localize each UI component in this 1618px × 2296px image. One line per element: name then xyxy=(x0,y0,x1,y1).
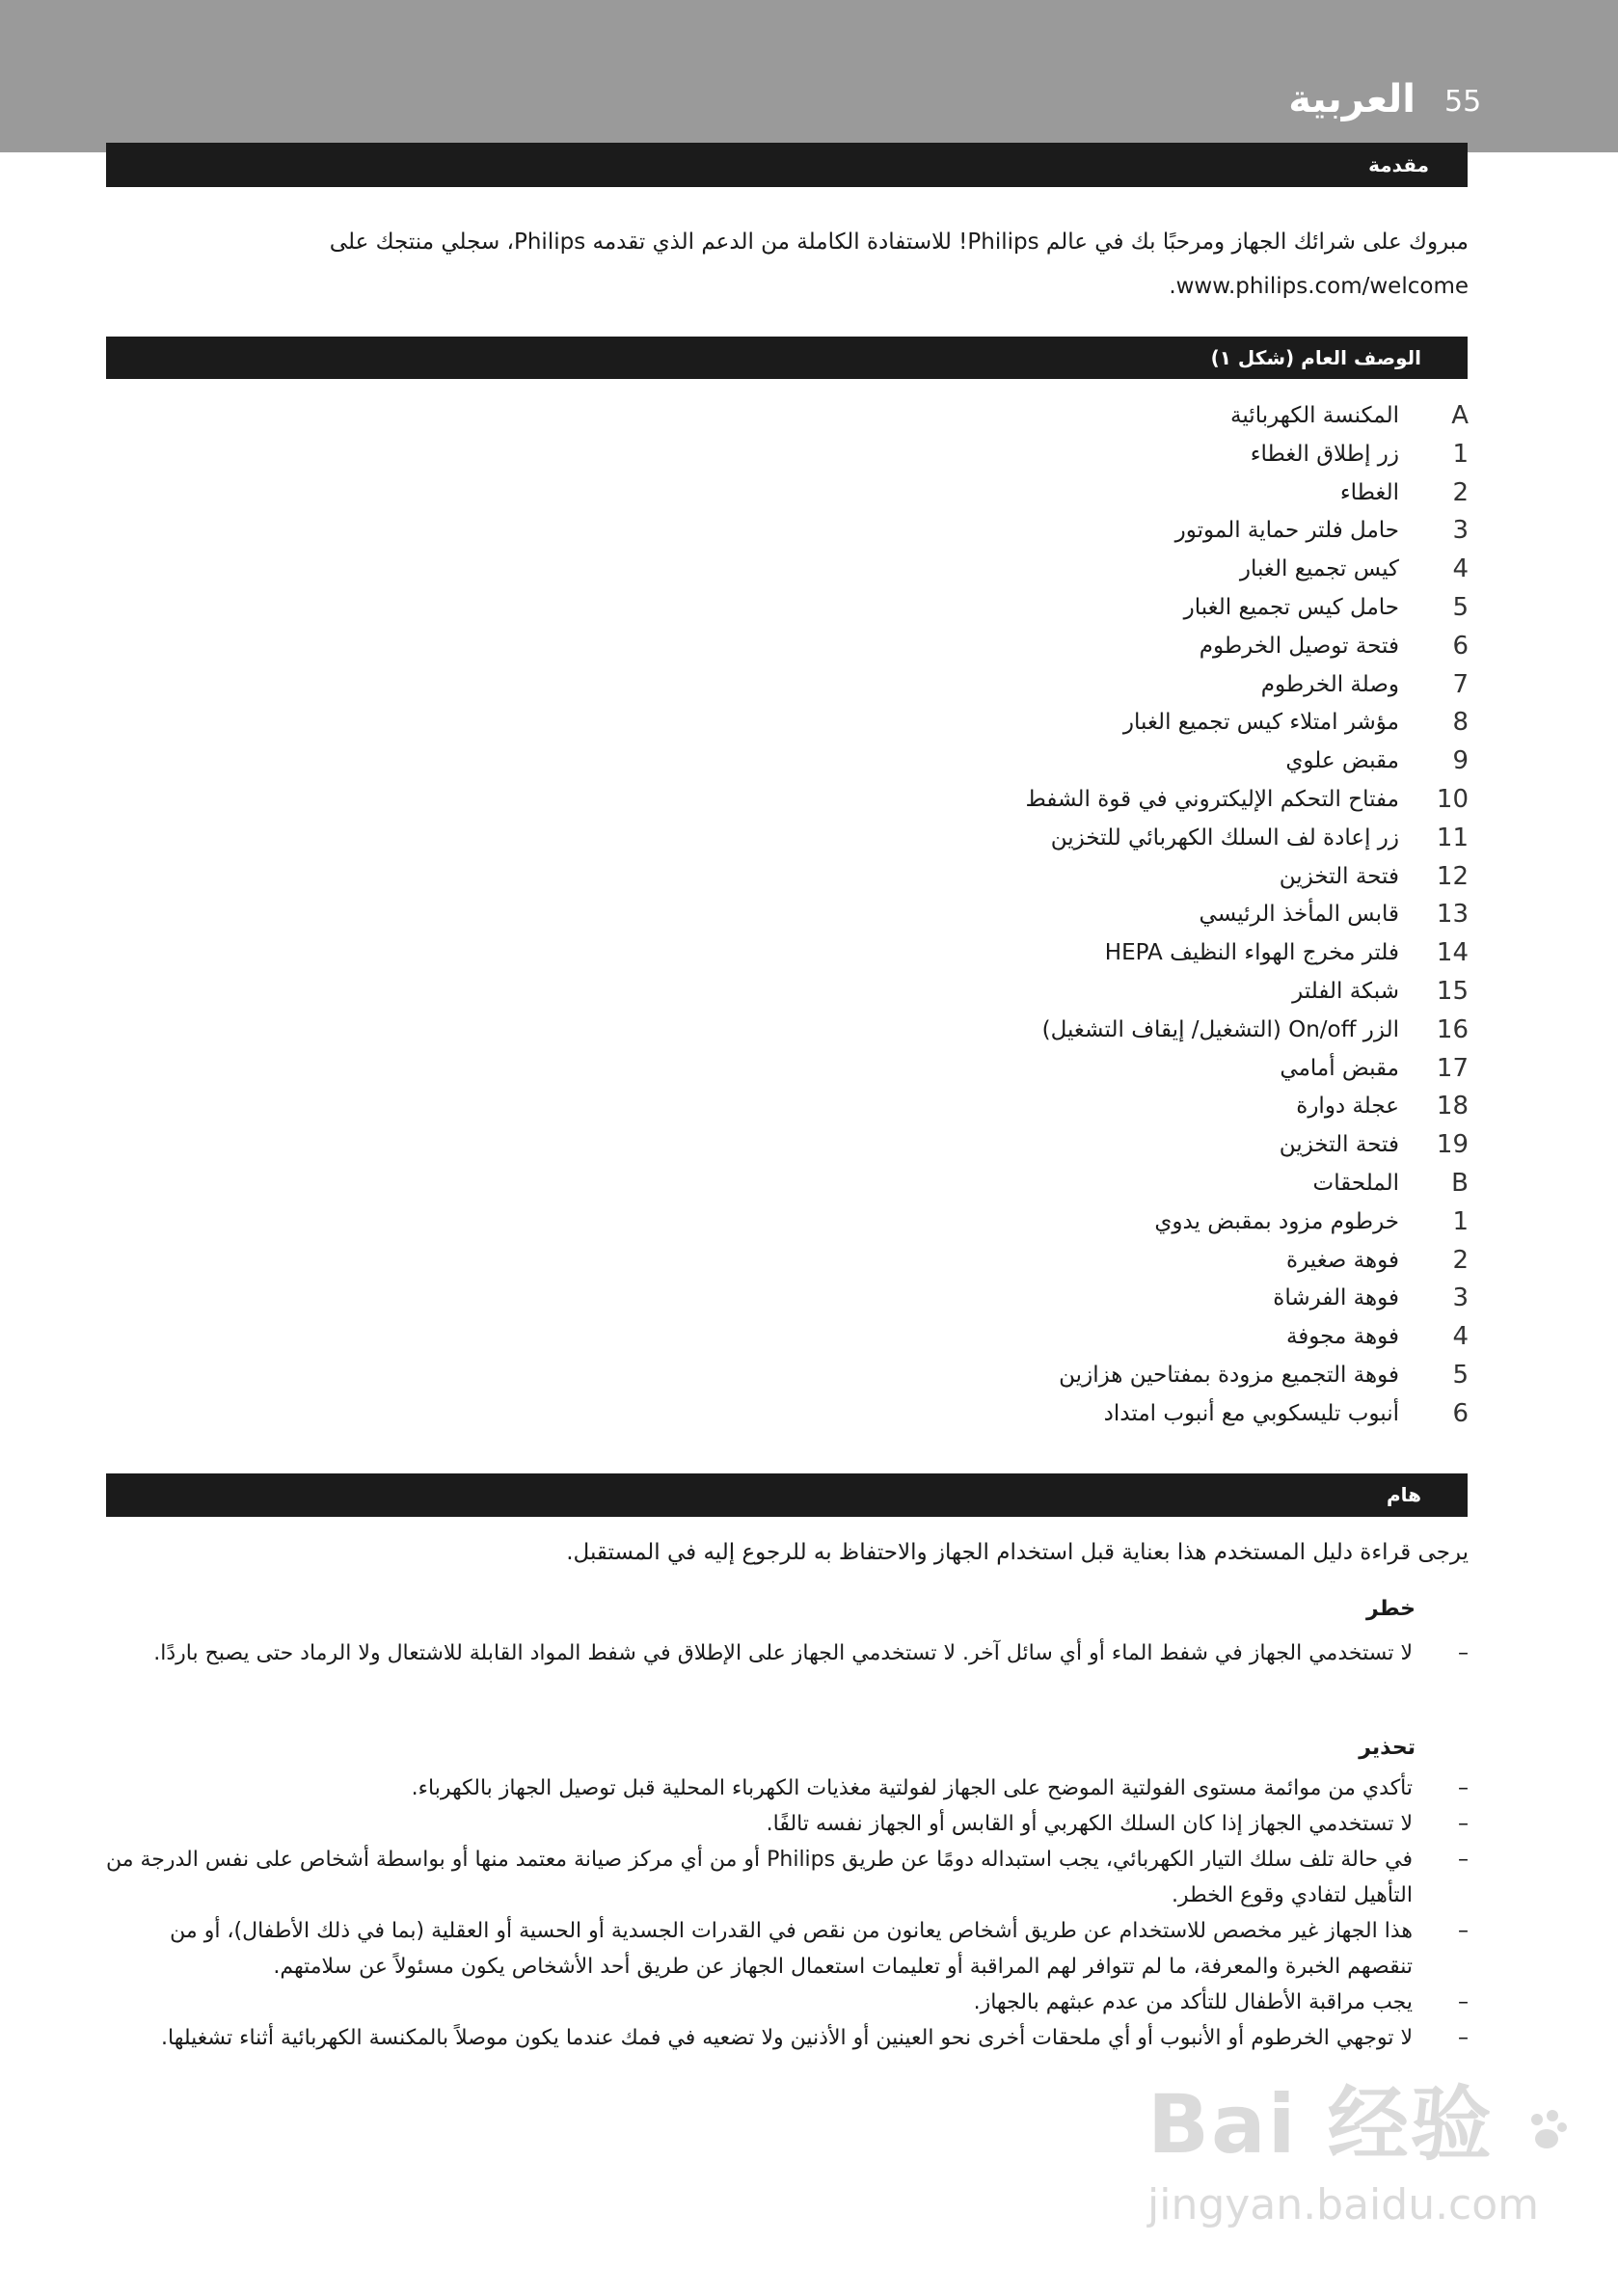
item-text: عجلة دوارة xyxy=(1296,1094,1399,1120)
item-code: 7 xyxy=(1452,669,1469,699)
list-item xyxy=(311,1395,1469,1434)
item-code: 2 xyxy=(1452,477,1469,507)
item-code: 19 xyxy=(1436,1130,1469,1160)
general-description-list xyxy=(311,397,1469,1434)
section-bar-intro: مقدمة xyxy=(106,143,1468,187)
item-text: مقبض أمامي xyxy=(1280,1055,1399,1081)
item-text: الزر On/off (التشغيل/ إيقاف التشغيل) xyxy=(1041,1016,1399,1042)
section-bar-general: الوصف العام (شكل ١) xyxy=(106,337,1468,379)
item-text: وصلة الخرطوم xyxy=(1260,671,1399,697)
item-code: 1 xyxy=(1452,1206,1469,1236)
list-item xyxy=(311,512,1469,551)
bullet-text: لا تستخدمي الجهاز في شفط الماء أو أي سائل آخر. لا تستخدمي الجهاز على الإطلاق في شفط المواد القابلة للاشتعال ولا الرماد حتى يصبح باردًا. xyxy=(153,1641,1413,1665)
item-text: المكنسة الكهربائية xyxy=(1230,403,1399,428)
watermark-url: jingyan.baidu.com xyxy=(1147,2180,1540,2229)
item-text: مؤشر امتلاء كيس تجميع الغبار xyxy=(1122,710,1399,736)
dash-bullet: – xyxy=(1458,1919,1469,1943)
item-code: 11 xyxy=(1436,823,1469,852)
bullet-text: هذا الجهاز غير مخصص للاستخدام عن طريق أشخاص يعانون من نقص في القدرات الجسدية أو الحسية أو العقلية (بما في ذلك الأطفال)، أو من تنقصهم الخبرة والمعرفة، ما لم تتوافر لهم المراقبة أو تعليمات استعمال الجهاز عن طريق أحد الأشخاص يكون مسئولاً عن سلامتهم. xyxy=(170,1919,1413,1979)
intro-paragraph: مبروك على شرائك الجهاز ومرحبًا بك في عالم Philips! للاستفادة الكاملة من الدعم الذي تقدمه Philips، سجلي منتجك على www.philips.com/welcome. xyxy=(329,230,1469,299)
bullet-item xyxy=(99,1842,1469,1913)
bullet-text: لا تستخدمي الجهاز إذا كان السلك الكهربي أو القابس أو الجهاز نفسه تالفًا. xyxy=(766,1812,1413,1836)
page-number: 55 xyxy=(1444,85,1482,119)
item-code: 17 xyxy=(1436,1053,1469,1083)
bullet-text: في حالة تلف سلك التيار الكهربائي، يجب استبداله دومًا عن طريق Philips أو من أي مركز صيانة معتمد منها أو بواسطة أشخاص على نفس الدرجة من التأهيل لتفادي وقوع الخطر. xyxy=(105,1848,1413,1907)
item-code: 3 xyxy=(1452,1283,1469,1313)
item-code: B xyxy=(1451,1168,1469,1198)
item-code: 13 xyxy=(1436,900,1469,930)
item-text: حامل فلتر حماية الموتور xyxy=(1174,518,1399,544)
item-text: الملحقات xyxy=(1312,1170,1399,1196)
bullet-text: لا توجهي الخرطوم أو الأنبوب أو أي ملحقات أخرى نحو العينين أو الأذنين ولا تضعيه في فمك عندما يكون موصلاً بالمكنسة الكهربائية أثناء تشغيلها. xyxy=(161,2026,1413,2050)
bullet-text: يجب مراقبة الأطفال للتأكد من عدم عبثهم بالجهاز. xyxy=(973,1990,1413,2014)
item-text: أنبوب تليسكوبي مع أنبوب امتداد xyxy=(1103,1400,1399,1426)
list-item xyxy=(311,896,1469,934)
item-code: 3 xyxy=(1452,516,1469,546)
list-item xyxy=(311,1318,1469,1357)
danger-heading: خطر xyxy=(1366,1597,1416,1621)
item-code: 12 xyxy=(1436,861,1469,891)
list-item xyxy=(311,1165,1469,1203)
dash-bullet: – xyxy=(1458,1812,1469,1836)
bullet-item xyxy=(99,2020,1469,2056)
list-item xyxy=(311,1012,1469,1050)
item-code: 18 xyxy=(1436,1092,1469,1121)
bullet-text: تأكدي من موائمة مستوى الفولتية الموضح على الجهاز لفولتية مغذيات الكهرباء المحلية قبل توصيل الجهاز بالكهرباء. xyxy=(411,1776,1413,1800)
bullet-item xyxy=(99,1806,1469,1842)
item-text: فوهة التجميع مزودة بمفتاحين هزازين xyxy=(1059,1362,1399,1388)
list-item xyxy=(311,743,1469,781)
list-item xyxy=(311,704,1469,743)
item-text: زر إعادة لف السلك الكهربائي للتخزين xyxy=(1050,824,1399,851)
dash-bullet: – xyxy=(1458,1776,1469,1800)
item-code: 2 xyxy=(1452,1245,1469,1275)
item-text: مقبض علوي xyxy=(1285,748,1399,774)
item-code: 16 xyxy=(1436,1014,1469,1044)
list-item xyxy=(311,934,1469,973)
list-item xyxy=(311,820,1469,858)
item-text: شبكة الفلتر xyxy=(1292,978,1399,1004)
item-text: فتحة توصيل الخرطوم xyxy=(1199,633,1399,659)
list-item xyxy=(311,973,1469,1012)
item-text: فوهة صغيرة xyxy=(1286,1247,1399,1273)
list-item xyxy=(311,589,1469,628)
item-code: 8 xyxy=(1452,708,1469,738)
item-code: 10 xyxy=(1436,784,1469,814)
list-item xyxy=(311,1242,1469,1281)
item-code: 4 xyxy=(1452,554,1469,584)
warning-list xyxy=(99,1770,1469,2056)
list-item xyxy=(311,858,1469,897)
item-code: 5 xyxy=(1452,592,1469,622)
list-item xyxy=(311,436,1469,474)
dash-bullet: – xyxy=(1458,1641,1469,1665)
item-text: كيس تجميع الغبار xyxy=(1239,556,1399,582)
watermark-logo: Bai 经验 xyxy=(1147,2060,1572,2176)
item-code: 6 xyxy=(1452,1398,1469,1428)
list-item xyxy=(311,781,1469,820)
item-code: 15 xyxy=(1436,976,1469,1006)
list-item xyxy=(311,1088,1469,1126)
list-item xyxy=(311,628,1469,666)
item-text: فوهة مجوفة xyxy=(1285,1324,1399,1350)
list-item xyxy=(311,1203,1469,1242)
header-band xyxy=(0,0,1618,152)
item-text: فلتر مخرج الهواء النظيف HEPA xyxy=(1104,940,1399,966)
item-text: فوهة الفرشاة xyxy=(1273,1285,1399,1311)
list-item xyxy=(311,474,1469,513)
item-code: 1 xyxy=(1452,439,1469,469)
item-code: 5 xyxy=(1452,1360,1469,1390)
item-text: الغطاء xyxy=(1339,479,1399,505)
bullet-item xyxy=(99,1913,1469,1985)
danger-list xyxy=(99,1635,1469,1671)
language-title: العربية xyxy=(1288,77,1416,122)
list-item xyxy=(311,1357,1469,1395)
important-read-text: يرجى قراءة دليل المستخدم هذا بعناية قبل استخدام الجهاز والاحتفاظ به للرجوع إليه في المستقبل. xyxy=(566,1540,1469,1565)
bullet-item xyxy=(99,1985,1469,2020)
dash-bullet: – xyxy=(1458,1848,1469,1872)
item-code: 6 xyxy=(1452,631,1469,661)
bullet-item xyxy=(99,1635,1469,1671)
warning-heading: تحذير xyxy=(1359,1736,1416,1760)
paw-icon xyxy=(1524,2106,1572,2154)
list-item xyxy=(311,551,1469,589)
item-text: فتحة التخزين xyxy=(1279,1132,1399,1158)
list-item xyxy=(311,1126,1469,1165)
section-bar-important: هام xyxy=(106,1473,1468,1517)
item-text: خرطوم مزود بمقبض يدوي xyxy=(1154,1208,1399,1234)
list-item xyxy=(311,1050,1469,1089)
item-code: 4 xyxy=(1452,1322,1469,1352)
item-text: حامل كيس تجميع الغبار xyxy=(1183,594,1399,620)
list-item xyxy=(311,1280,1469,1318)
bullet-item xyxy=(99,1770,1469,1806)
list-item xyxy=(311,397,1469,436)
item-text: قابس المأخذ الرئيسي xyxy=(1199,902,1399,928)
list-item xyxy=(311,666,1469,705)
dash-bullet: – xyxy=(1458,2026,1469,2050)
item-text: زر إطلاق الغطاء xyxy=(1250,441,1399,467)
item-text: فتحة التخزين xyxy=(1279,863,1399,889)
baidu-watermark xyxy=(1147,2060,1572,2253)
item-code: A xyxy=(1451,401,1469,430)
item-code: 14 xyxy=(1436,938,1469,968)
item-text: مفتاح التحكم الإليكتروني في قوة الشفط xyxy=(1025,786,1399,812)
item-code: 9 xyxy=(1452,746,1469,776)
dash-bullet: – xyxy=(1458,1990,1469,2014)
